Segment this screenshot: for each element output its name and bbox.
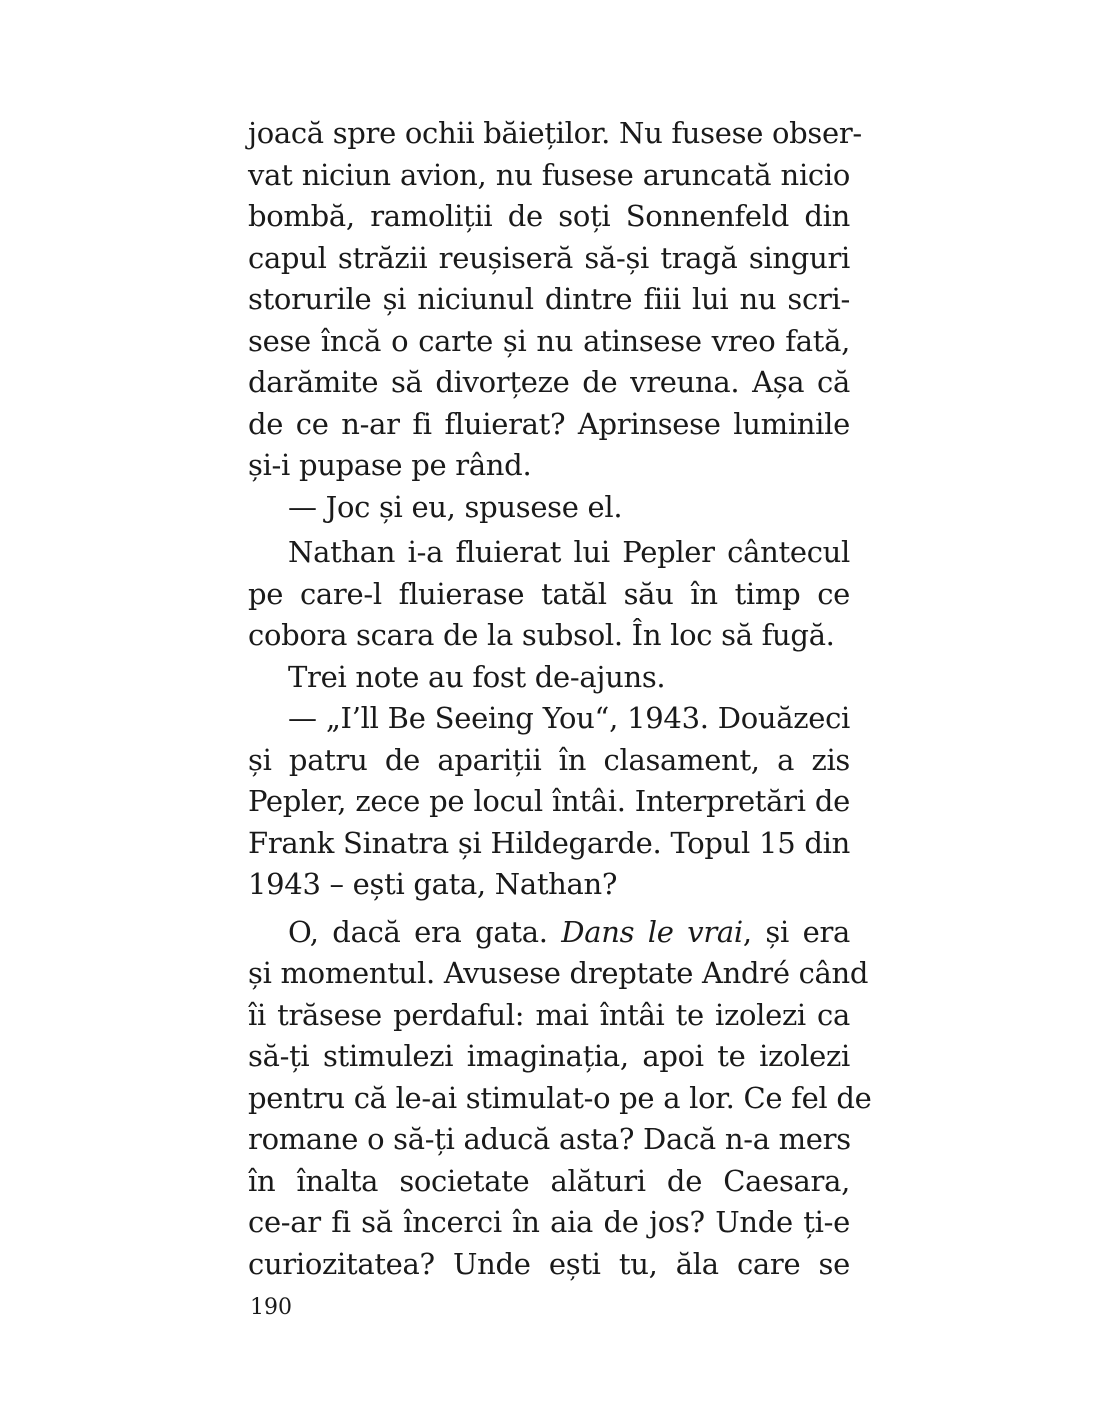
text-line: Pepler, zece pe locul întâi. Interpretări de <box>248 784 850 818</box>
text-line: ce-ar fi să încerci în aia de jos? Unde ți-e <box>248 1205 850 1239</box>
text-line: cobora scara de la subsol. În loc să fugă. <box>248 618 835 652</box>
text-line: Trei note au fost de-ajuns. <box>288 659 666 694</box>
text-line: sese încă o carte și nu atinsese vreo fată, <box>248 323 850 358</box>
paragraph-3 <box>248 532 850 657</box>
body-text <box>248 113 872 1285</box>
text-line: Nathan i-a fluierat lui Pepler cântecul <box>288 535 850 569</box>
text-line: și patru de apariții în clasament, a zis <box>248 742 850 777</box>
italic-phrase: Dans le vrai <box>561 914 743 949</box>
text-line <box>248 912 850 954</box>
text-line: — „I’ll Be Seeing You“, 1943. Douăzeci <box>288 701 850 735</box>
page-number: 190 <box>250 1295 292 1320</box>
paragraph-4 <box>248 657 850 699</box>
text-line: să-ți stimulezi imaginația, apoi te izolezi <box>248 1039 850 1073</box>
text-line: darămite să divorțeze de vreuna. Așa că <box>248 365 850 399</box>
text-line: în înalta societate alături de Caesara, <box>248 1163 850 1198</box>
text-line: 1943 – ești gata, Nathan? <box>248 867 618 901</box>
text-line: — Joc și eu, spusese el. <box>288 489 623 524</box>
paragraph-1 <box>248 113 862 487</box>
text-line: Frank Sinatra și Hildegarde. Topul 15 din <box>248 825 850 860</box>
text-line: și momentul. Avusese dreptate André când <box>248 956 869 990</box>
text-line: pentru că le-ai stimulat-o pe a lor. Ce fel de <box>248 1080 872 1115</box>
text-line: joacă spre ochii băieților. Nu fusese obser- <box>248 116 862 150</box>
text-line: și-i pupase pe rând. <box>248 448 532 482</box>
paragraph-2 <box>248 487 850 529</box>
text-line: curiozitatea? Unde ești tu, ăla care se <box>248 1246 850 1281</box>
text-fragment: , și era <box>742 914 850 949</box>
text-line: bombă, ramoliții de soți Sonnenfeld din <box>248 199 850 233</box>
text-line: romane o să-ți aducă asta? Dacă n-a mers <box>248 1122 851 1156</box>
text-line: capul străzii reușiseră să-și tragă singuri <box>248 240 850 275</box>
text-line: pe care-l fluierase tatăl său în timp ce <box>248 576 850 611</box>
text-line: storurile și niciunul dintre fiii lui nu scri- <box>248 282 850 316</box>
text-fragment: O, dacă era gata. <box>288 914 562 949</box>
paragraph-5 <box>248 698 850 906</box>
text-line: vat niciun avion, nu fusese aruncată nicio <box>248 157 850 192</box>
text-line: de ce n-ar fi fluierat? Aprinsese luminile <box>248 406 850 441</box>
text-line: îi trăsese perdaful: mai întâi te izolezi ca <box>248 997 850 1032</box>
paragraph-6 <box>248 912 872 1286</box>
